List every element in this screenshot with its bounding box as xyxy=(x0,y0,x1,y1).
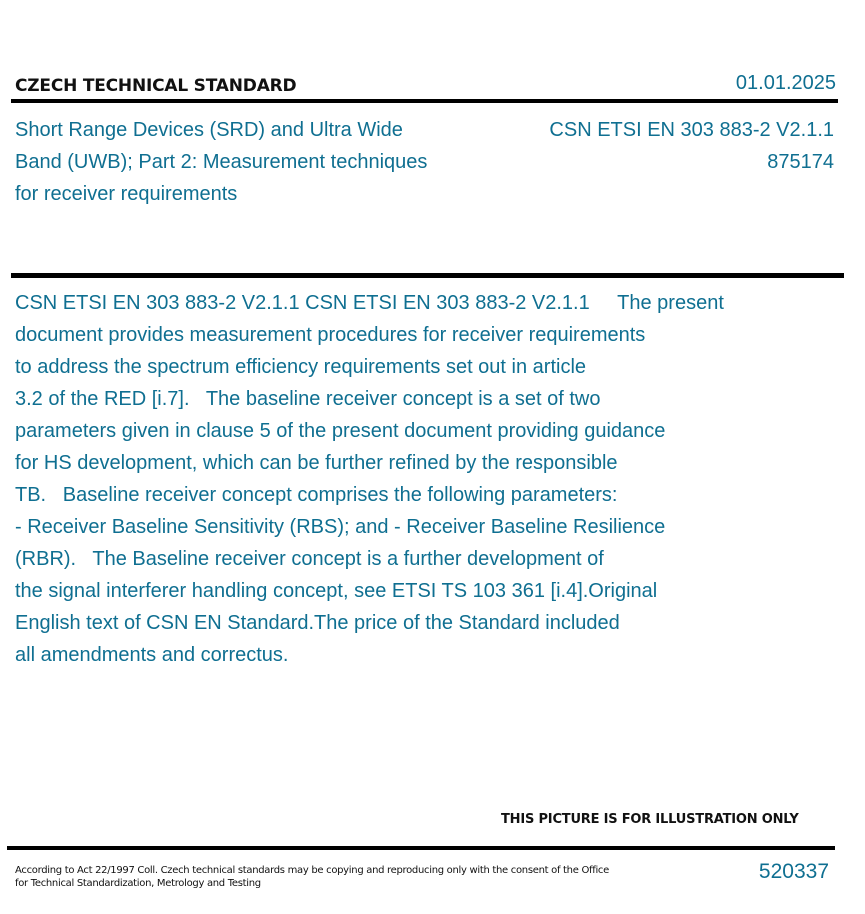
legal-notice-line: for Technical Standardization, Metrology and Testing xyxy=(15,878,261,889)
publication-date: 01.01.2025 xyxy=(735,72,836,94)
illustration-disclaimer: THIS PICTURE IS FOR ILLUSTRATION ONLY xyxy=(501,812,799,827)
title-line: Band (UWB); Part 2: Measurement techniques xyxy=(15,151,428,173)
abstract-line: parameters given in clause 5 of the present document providing guidance xyxy=(15,420,666,442)
title-line: for receiver requirements xyxy=(15,183,238,205)
abstract-text xyxy=(15,287,775,671)
abstract-line: (RBR). The Baseline receiver concept is a further development of xyxy=(15,548,604,570)
standard-title xyxy=(15,114,485,210)
abstract-line: - Receiver Baseline Sensitivity (RBS); and - Receiver Baseline Resilience xyxy=(15,516,666,538)
title-line: Short Range Devices (SRD) and Ultra Wide xyxy=(15,119,403,141)
catalog-number: 875174 xyxy=(767,151,834,173)
abstract-line: the signal interferer handling concept, see ETSI TS 103 361 [i.4].Original xyxy=(15,580,658,602)
header-divider xyxy=(11,99,838,103)
legal-notice-line: According to Act 22/1997 Coll. Czech technical standards may be copying and reproducing only with the consent of the Office xyxy=(15,865,609,876)
abstract-line: English text of CSN EN Standard.The price of the Standard included xyxy=(15,612,620,634)
section-divider xyxy=(11,273,844,278)
abstract-line: TB. Baseline receiver concept comprises the following parameters: xyxy=(15,484,618,506)
standard-identifiers xyxy=(549,114,834,178)
abstract-line: 3.2 of the RED [i.7]. The baseline receiver concept is a set of two xyxy=(15,388,601,410)
standard-code: CSN ETSI EN 303 883-2 V2.1.1 xyxy=(549,119,834,141)
abstract-line: all amendments and correctus. xyxy=(15,644,289,666)
abstract-line: document provides measurement procedures for receiver requirements xyxy=(15,324,646,346)
abstract-line: to address the spectrum efficiency requirements set out in article xyxy=(15,356,587,378)
document-type-label: CZECH TECHNICAL STANDARD xyxy=(15,76,297,96)
footer-divider xyxy=(7,846,835,850)
footer-number: 520337 xyxy=(758,860,829,883)
abstract-line: CSN ETSI EN 303 883-2 V2.1.1 CSN ETSI EN 303 883-2 V2.1.1 The present xyxy=(15,292,724,314)
legal-notice xyxy=(15,864,609,890)
abstract-line: for HS development, which can be further refined by the responsible xyxy=(15,452,618,474)
